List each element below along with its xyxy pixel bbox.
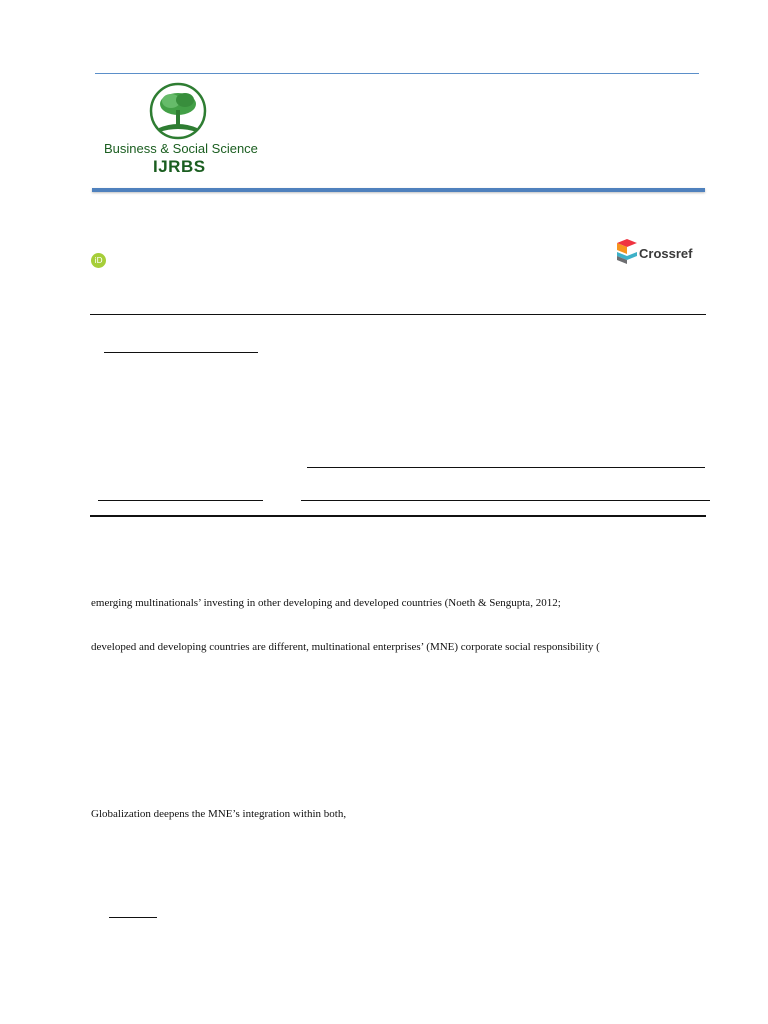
article-info-underline xyxy=(104,352,258,353)
header-band xyxy=(92,188,705,192)
journal-name: Business & Social Science xyxy=(104,141,258,156)
abstract-underline-2 xyxy=(301,500,710,501)
info-bottom-rule xyxy=(90,515,706,517)
header-top-rule xyxy=(95,73,699,74)
body-line-1: emerging multinationals’ investing in other developing and developed countries (Noeth & Sengupta, 2012; xyxy=(91,597,561,609)
orcid-icon[interactable]: iD xyxy=(91,253,106,268)
section-heading-underline xyxy=(109,917,157,918)
abstract-underline-1 xyxy=(307,467,705,468)
body-line-3: Globalization deepens the MNE’s integration within both, xyxy=(91,808,347,820)
tree-circle-icon xyxy=(147,82,209,140)
body-line-2: developed and developing countries are different, multinational enterprises’ (MNE) corporate social responsibility ( xyxy=(91,641,600,653)
journal-acronym: IJRBS xyxy=(153,157,206,176)
crossref-icon[interactable] xyxy=(617,239,637,264)
crossref-label[interactable]: Crossref xyxy=(639,246,693,261)
keywords-underline xyxy=(98,500,263,501)
info-top-rule xyxy=(90,314,706,315)
